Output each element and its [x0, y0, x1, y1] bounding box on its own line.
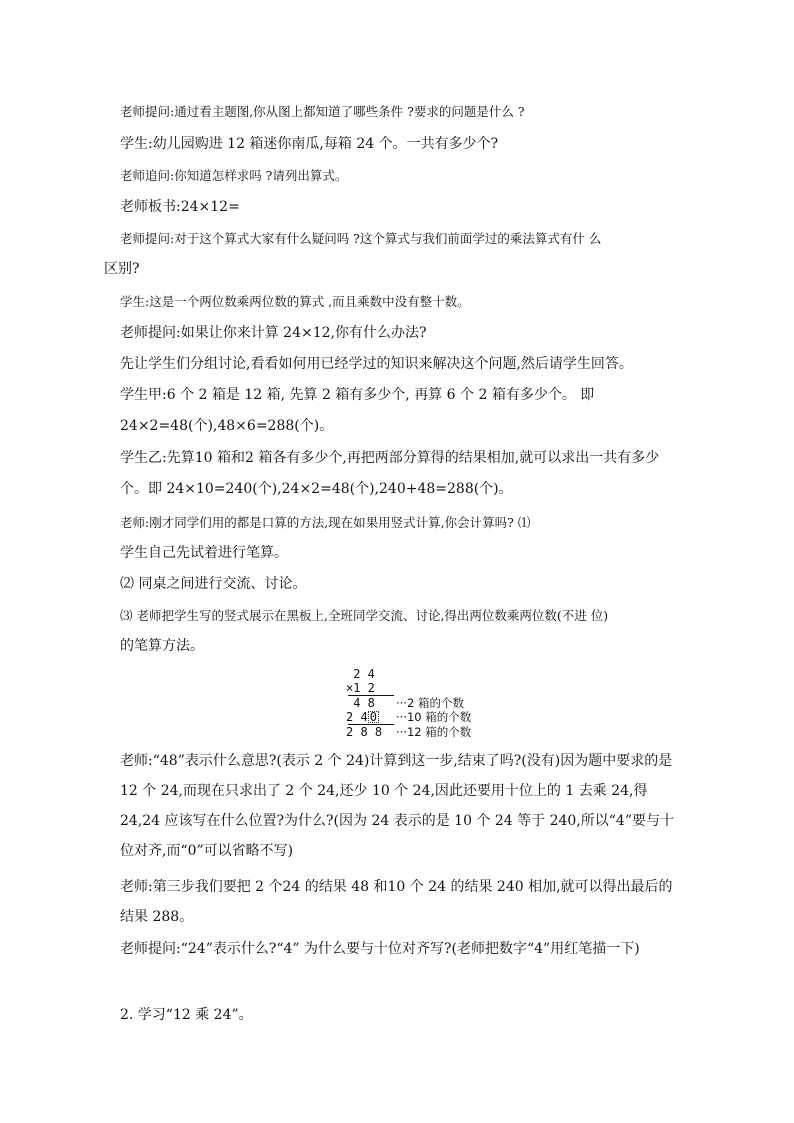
paragraph-board-display-line2: 的笔算方法。 [120, 638, 204, 654]
paragraph-student-b-line1: 学生乙:先算10 箱和2 箱各有多少个,再把两部分算得的结果相加,就可以求出一共有多少 [120, 450, 660, 466]
paragraph-group-discussion: 先让学生们分组讨论,看看如何用已经学过的知识来解决这个问题,然后请学生回答。 [120, 356, 633, 372]
paragraph-student-b-line2: 个。即 24×10=240(个),24×2=48(个),240+48=288(个)。 [120, 481, 513, 497]
calc-result: 2 8 8 [346, 725, 383, 739]
paragraph-student-a-line1: 学生甲:6 个 2 箱是 12 箱, 先算 2 箱有多少个, 再算 6 个 2 箱有多少个。 即 [120, 387, 595, 403]
calc-partial-2 [346, 711, 379, 724]
paragraph-teacher-followup: 老师追问:你知道怎样求吗 ?请列出算式。 [120, 168, 348, 183]
calc-multiplicand: 2 4 [346, 667, 375, 681]
paragraph-student-answer-1: 学生:幼儿园购进 12 箱迷你南瓜,每箱 24 个。一共有多少个? [120, 136, 499, 152]
calc-note-3: ···12 箱的个数 [396, 725, 472, 739]
calc-partial-1: 4 8 [346, 696, 375, 710]
paragraph-section-2-heading: 2. 学习“12 乘 24”。 [120, 1007, 253, 1023]
paragraph-student-a-line2: 24×2=48(个),48×6=288(个)。 [120, 418, 334, 434]
paragraph-deskmate-discussion: ⑵ 同桌之间进行交流、讨论。 [120, 576, 307, 592]
paragraph-teacher-board: 老师板书:24×12= [120, 199, 240, 215]
paragraph-teacher-question-2-line1: 老师提问:对于这个算式大家有什么疑问吗 ?这个算式与我们前面学过的乘法算式有什 么 [120, 231, 602, 246]
paragraph-teacher-question-2-line2: 区别? [104, 261, 140, 277]
paragraph-teacher-third-step: 老师:第三步我们要把 2 个24 的结果 48 和10 个 24 的结果 240 相加,就可以得出最后的结果 288。 [120, 879, 673, 925]
paragraph-teacher-question-1: 老师提问:通过看主题图,你从图上都知道了哪些条件 ?要求的问题是什么 ? [120, 104, 525, 119]
paragraph-teacher-question-4: 老师提问:“24”表示什么?“4” 为什么要与十位对齐写?(老师把数字“4”用红笔描一下) [120, 941, 640, 957]
calc-multiplier: ×1 2 [346, 681, 375, 695]
paragraph-student-try: 学生自己先试着进行笔算。 [120, 545, 288, 561]
paragraph-teacher-explanation-48: 老师:“48”表示什么意思?(表示 2 个 24)计算到这一步,结束了吗?(没有)因为题中要求的是 12 个 24,而现在只求出了 2 个 24,还少 10 个 24,因此还要用十位上的 1 去乘 24,得 24,24 应该写在什么位置?为什么?(因为 24 表示的是 10 个 24 等于 240,所以“4”要与十位对齐,而“0”可以省略不写) [120, 753, 674, 859]
calc-partial-2-digits: 2 4 [346, 710, 368, 724]
paragraph-board-display-line1: ⑶ 老师把学生写的竖式展示在黑板上,全班同学交流、讨论,得出两位数乘两位数(不进 位) [120, 608, 609, 623]
calc-omitted-zero: 0 [369, 710, 377, 724]
calc-note-2: ···10 箱的个数 [396, 710, 472, 724]
paragraph-student-answer-2: 学生:这是一个两位数乘两位数的算式 ,而且乘数中没有整十数。 [120, 294, 470, 309]
paragraph-teacher-vertical-question: 老师:刚才同学们用的都是口算的方法,现在如果用竖式计算,你会计算吗? ⑴ [120, 515, 531, 530]
calc-note-1: ···2 箱的个数 [396, 696, 464, 710]
vertical-multiplication [346, 668, 486, 740]
paragraph-teacher-question-3: 老师提问:如果让你来计算 24×12,你有什么办法? [120, 325, 427, 341]
